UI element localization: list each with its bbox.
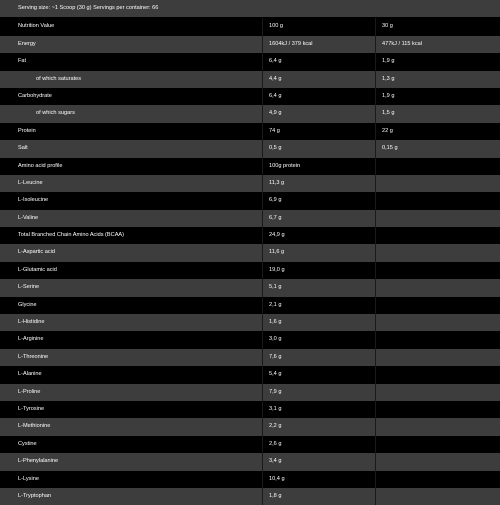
table-row [0, 175, 500, 192]
nutrient-name: Total Branched Chain Amino Acids (BCAA) [18, 232, 125, 239]
value-per-serving [375, 314, 500, 331]
value-per-serving [375, 349, 500, 366]
value-per-100g: 2,2 g [262, 418, 375, 435]
nutrient-name: L-Arginine [18, 336, 44, 343]
value-per-serving [375, 488, 500, 505]
table-row [0, 71, 500, 88]
table-row [0, 18, 500, 35]
nutrient-name: L-Tryptophan [18, 492, 52, 499]
value-per-100g: 74 g [262, 123, 375, 140]
nutrient-name: L-Threonine [18, 353, 49, 360]
table-row [0, 36, 500, 53]
nutrient-name: L-Serine [18, 284, 40, 291]
value-per-100g: 4,9 g [262, 105, 375, 122]
value-per-100g: 1,8 g [262, 488, 375, 505]
nutrient-name: L-Valine [18, 214, 39, 221]
table-row [0, 53, 500, 70]
value-per-100g: 4,4 g [262, 71, 375, 88]
value-per-100g: 2,1 g [262, 297, 375, 314]
value-per-serving [375, 418, 500, 435]
value-per-100g: 10,4 g [262, 471, 375, 488]
value-per-serving: 1,5 g [375, 105, 500, 122]
table-row [0, 262, 500, 279]
value-per-serving [375, 210, 500, 227]
table-row [0, 471, 500, 488]
value-per-100g: 2,6 g [262, 436, 375, 453]
table-row [0, 384, 500, 401]
value-per-100g: 3,4 g [262, 453, 375, 470]
value-per-100g: 3,1 g [262, 401, 375, 418]
table-row [0, 158, 500, 175]
nutrient-name: of which sugars [36, 110, 75, 117]
table-row [0, 488, 500, 505]
nutrient-name: Protein [18, 127, 36, 134]
nutrient-name: of which saturates [36, 75, 82, 82]
nutrient-name: L-Proline [18, 388, 41, 395]
table-row [0, 418, 500, 435]
value-per-100g: 1604kJ / 379 kcal [262, 36, 375, 53]
value-per-serving [375, 384, 500, 401]
nutrient-name: L-Aspartic acid [18, 249, 55, 256]
table-row [0, 123, 500, 140]
value-per-serving: 477kJ / 115 kcal [375, 36, 500, 53]
table-row [0, 279, 500, 296]
nutrient-name: Carbohydrate [18, 92, 52, 99]
nutrient-name: Fat [18, 58, 27, 65]
value-per-serving [375, 279, 500, 296]
table-row [0, 401, 500, 418]
value-per-100g: 24,9 g [262, 227, 375, 244]
nutrient-name: L-Glutamic acid [18, 266, 57, 273]
value-per-serving: 1,9 g [375, 88, 500, 105]
nutrient-name: Glycine [18, 301, 37, 308]
table-row [0, 227, 500, 244]
value-per-serving [375, 158, 500, 175]
value-per-100g: 6,7 g [262, 210, 375, 227]
nutrient-name: L-Methionine [18, 423, 51, 430]
nutrition-rows [0, 18, 500, 505]
table-row [0, 140, 500, 157]
nutrient-name: Cystine [18, 440, 37, 447]
value-per-100g: 100g protein [262, 158, 375, 175]
table-row [0, 436, 500, 453]
value-per-serving [375, 401, 500, 418]
nutrient-name: Salt [18, 145, 28, 152]
value-per-100g: 11,6 g [262, 244, 375, 261]
value-per-100g: 100 g [262, 18, 375, 35]
nutrient-name: L-Lysine [18, 475, 39, 482]
value-per-100g: 11,3 g [262, 175, 375, 192]
nutrient-name: Nutrition Value [18, 23, 55, 30]
value-per-serving [375, 175, 500, 192]
value-per-100g: 19,0 g [262, 262, 375, 279]
value-per-serving [375, 244, 500, 261]
value-per-100g: 6,4 g [262, 88, 375, 105]
value-per-100g: 7,9 g [262, 384, 375, 401]
table-row [0, 210, 500, 227]
value-per-100g: 5,4 g [262, 366, 375, 383]
nutrient-name: L-Histidine [18, 319, 45, 326]
value-per-100g: 0,5 g [262, 140, 375, 157]
table-row [0, 453, 500, 470]
value-per-serving: 1,9 g [375, 53, 500, 70]
value-per-serving [375, 331, 500, 348]
value-per-serving [375, 366, 500, 383]
value-per-serving: 22 g [375, 123, 500, 140]
serving-info: Serving size: ~1 Scoop (30 g) Servings per container: 66 [0, 0, 500, 17]
nutrient-name: L-Leucine [18, 179, 43, 186]
value-per-serving [375, 453, 500, 470]
value-per-100g: 6,9 g [262, 192, 375, 209]
value-per-100g: 3,0 g [262, 331, 375, 348]
value-per-serving [375, 192, 500, 209]
table-row [0, 244, 500, 261]
table-row [0, 105, 500, 122]
value-per-serving: 30 g [375, 18, 500, 35]
nutrient-name: L-Isoleucine [18, 197, 49, 204]
value-per-serving [375, 297, 500, 314]
table-row [0, 88, 500, 105]
table-row [0, 192, 500, 209]
table-row [0, 331, 500, 348]
value-per-serving [375, 471, 500, 488]
nutrient-name: L-Phenylalanine [18, 458, 59, 465]
table-row [0, 366, 500, 383]
value-per-serving [375, 262, 500, 279]
nutrient-name: Amino acid profile [18, 162, 63, 169]
value-per-100g: 1,6 g [262, 314, 375, 331]
nutrient-name: L-Tyrosine [18, 405, 45, 412]
value-per-100g: 5,1 g [262, 279, 375, 296]
nutrient-name: Energy [18, 40, 36, 47]
table-row [0, 297, 500, 314]
value-per-100g: 7,6 g [262, 349, 375, 366]
table-row [0, 314, 500, 331]
nutrient-name: L-Alanine [18, 371, 42, 378]
value-per-serving: 0,15 g [375, 140, 500, 157]
table-row [0, 349, 500, 366]
value-per-100g: 6,4 g [262, 53, 375, 70]
value-per-serving: 1,3 g [375, 71, 500, 88]
value-per-serving [375, 436, 500, 453]
value-per-serving [375, 227, 500, 244]
